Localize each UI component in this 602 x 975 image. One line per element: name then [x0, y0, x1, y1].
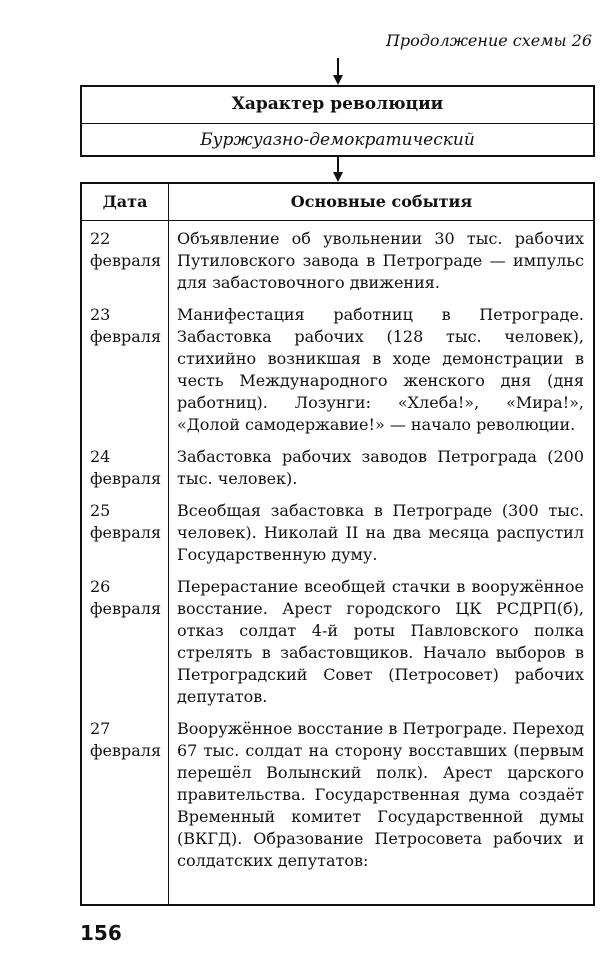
- event-date: 22 февраля: [90, 229, 162, 270]
- event-description: Манифестация работниц в Петрограде. Забастовка рабочих (128 тыс. человек), стихийно возникшая в ходе демонстрации в честь Международного женского дня (дня работниц). Лозунги: «Хлеба!», «Мира!», «Долой самодержавие!» — начало революции.: [177, 305, 584, 434]
- event-date: 23 февраля: [90, 305, 162, 346]
- event-date: 27 февраля: [90, 719, 162, 760]
- event-description: Объявление об увольнении 30 тыс. рабочих Путиловского завода в Петрограде — импульс для забастовочного движения.: [177, 229, 584, 292]
- flow-arrow-middle: [333, 157, 343, 182]
- events-table: [80, 182, 595, 906]
- flow-arrow-top: [333, 58, 343, 85]
- table-row: [82, 576, 593, 708]
- revolution-nature-title: Характер революции: [82, 87, 593, 124]
- event-description: Всеобщая забастовка в Петрограде (300 тыс. человек). Николай II на два месяца распустил Государственную думу.: [177, 501, 584, 564]
- header-events: Основные события: [290, 192, 473, 211]
- table-row: [82, 446, 593, 490]
- revolution-nature-value: Буржуазно-демократический: [200, 130, 475, 150]
- event-date: 25 февраля: [90, 501, 162, 542]
- event-description: Вооружённое восстание в Петрограде. Переход 67 тыс. солдат на сторону восставших (первым перешёл Волынский полк). Арест царского правительства. Государственная дума создаёт Временный комитет Государственной думы (ВКГД). Образование Петросовета рабочих и солдатских депутатов:: [177, 719, 584, 870]
- table-row: [82, 228, 593, 294]
- table-body: [82, 222, 593, 882]
- event-date: 24 февраля: [90, 447, 162, 488]
- table-row: [82, 304, 593, 436]
- header-date: Дата: [102, 192, 148, 211]
- scheme-continuation-caption: Продолжение схемы 26: [385, 31, 592, 50]
- table-row: [82, 718, 593, 872]
- event-description: Забастовка рабочих заводов Петрограда (200 тыс. человек).: [177, 447, 584, 488]
- page-number: 156: [80, 921, 122, 945]
- event-date: 26 февраля: [90, 577, 162, 618]
- table-header-row: [82, 184, 593, 221]
- event-description: Перерастание всеобщей стачки в вооружённое восстание. Арест городского ЦК РСДРП(б), отказ солдат 4-й роты Павловского полка стрелять в забастовщиков. Начало выборов в Петроградский Совет (Петросовет) рабочих депутатов.: [177, 577, 584, 706]
- revolution-nature-box: [80, 85, 595, 157]
- table-row: [82, 500, 593, 566]
